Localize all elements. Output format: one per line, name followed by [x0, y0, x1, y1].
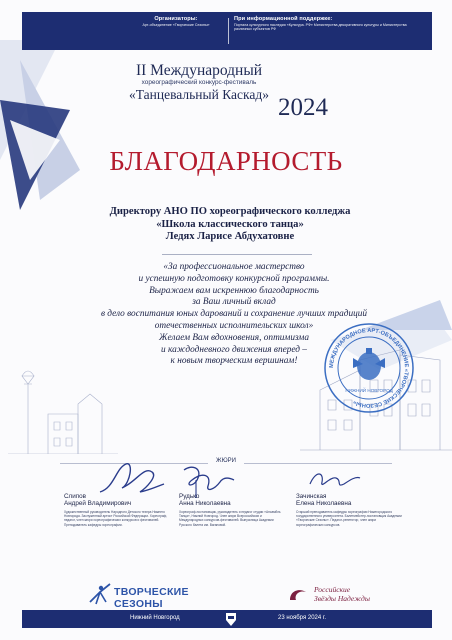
footer-band	[22, 610, 432, 628]
festival-line-1: II Международный	[135, 62, 263, 79]
footer-city: Нижний Новгород	[130, 615, 180, 621]
certificate-title: БЛАГОДАРНОСТЬ	[109, 146, 343, 176]
seal-outer-text: МЕЖДУНАРОДНОЕ АРТ-ОБЪЕДИНЕНИЕ «ТВОРЧЕСКИЕ СЕЗОНЫ»	[328, 327, 410, 409]
jury-surname: Зачинская	[296, 493, 327, 500]
message-line: в дело воспитания юных дарований и сохранение лучших традиций	[100, 309, 368, 320]
header-band	[22, 12, 432, 50]
festival-line-2: хореографический конкурс-фестиваль	[141, 79, 257, 86]
dancer-logo-icon	[86, 580, 114, 606]
jury-surname: Слипов	[64, 493, 86, 500]
organizers-text: Арт-объединение «Творческие Сезоны»	[142, 23, 210, 27]
seal-inner-text: НИЖНИЙ НОВГОРОД	[345, 388, 393, 393]
jury-description: Художественный руководитель Народного Детского театра Нижнего Новгорода. Заслуженный артист Российской Федерации. Хореограф, педагог, член жюри хореографических конкурсов и фестивалей. Преподаватель кафедры хореографии.	[64, 509, 168, 527]
festival-title	[114, 62, 284, 102]
message-line: к новым творческим вершинам!	[170, 356, 298, 367]
message-line: «За профессиональное мастерство	[163, 262, 305, 272]
festival-line-3: «Танцевальный Каскад»	[129, 87, 269, 102]
logo-text-line-2: Звёзды Надежды	[314, 593, 370, 603]
recipient-line-3: Ледях Ларисе Абдухатовне	[165, 231, 295, 243]
logo-text-line-1: ТВОРЧЕСКИЕ	[114, 586, 189, 598]
recipient-block	[90, 206, 370, 244]
organizers-title: Организаторы:	[154, 16, 198, 22]
signature-icon	[96, 458, 166, 498]
stars-logo-icon	[288, 586, 308, 602]
logo-text-line-2: СЕЗОНЫ	[114, 598, 163, 610]
message-line: и каждодневного движения вперед –	[161, 344, 307, 355]
jury-member	[64, 493, 174, 527]
support-text: Портала культурного наследия «Культура. РФ» Министерства декоративного культуры и Министерства различных субъектов РФ	[234, 23, 407, 32]
footer-date: 23 ноября 2024 г.	[278, 615, 326, 621]
jury-member	[296, 493, 404, 527]
jury-divider-right	[244, 463, 392, 464]
recipient-line-1: Директору АНО ПО хореографического колледжа	[109, 206, 351, 217]
header-divider	[228, 18, 229, 44]
message-line: отечественных исполнительских школ»	[154, 320, 314, 331]
support-block	[234, 16, 414, 32]
jury-given-name: Андрей Владимирович	[64, 500, 132, 508]
message-line: и успешную подготовку конкурсной программы.	[138, 273, 330, 284]
logo-text-line-1: Российские	[314, 585, 351, 594]
jury-surname: Рудько	[179, 493, 200, 500]
creative-seasons-logo	[114, 586, 189, 610]
festival-year: 2024	[278, 94, 328, 121]
organizers-block	[106, 16, 246, 27]
message-line: за Ваш личный вклад	[192, 297, 276, 308]
city-sketch-left	[8, 344, 118, 454]
jury-description: Старший преподаватель кафедры хореографии Нижегородского государственного университета. Балетмейстер-постановщик Академии «Творческие Сезоны». Педагог-репетитор, член жюри хореографических конкурсов.	[296, 509, 402, 527]
message-line: Выражаем вам искреннюю благодарность	[149, 285, 319, 296]
support-title: При информационной поддержке:	[234, 16, 333, 22]
jury-given-name: Елена Николаевна	[296, 500, 352, 508]
recipient-line-2: «Школа классического танца»	[156, 218, 304, 230]
recipient-underline	[162, 254, 312, 255]
jury-label: ЖЮРИ	[216, 458, 236, 464]
russian-stars-logo	[314, 586, 370, 603]
official-seal-icon	[323, 322, 415, 414]
jury-member	[179, 493, 283, 527]
message-line: Желаем Вам вдохновения, оптимизма	[159, 332, 309, 343]
signature-icon	[306, 466, 362, 492]
jury-description: Хореограф-постановщик, руководитель и педагог студии «Ансамбль Танца», Нижний Новгород. Член жюри Всероссийских и Международных конкурсов-фестивалей. Выпускница Академии Русского балета им. Вагановой.	[179, 509, 281, 527]
jury-given-name: Анна Николаевна	[179, 500, 231, 508]
city-emblem-icon	[225, 612, 237, 626]
